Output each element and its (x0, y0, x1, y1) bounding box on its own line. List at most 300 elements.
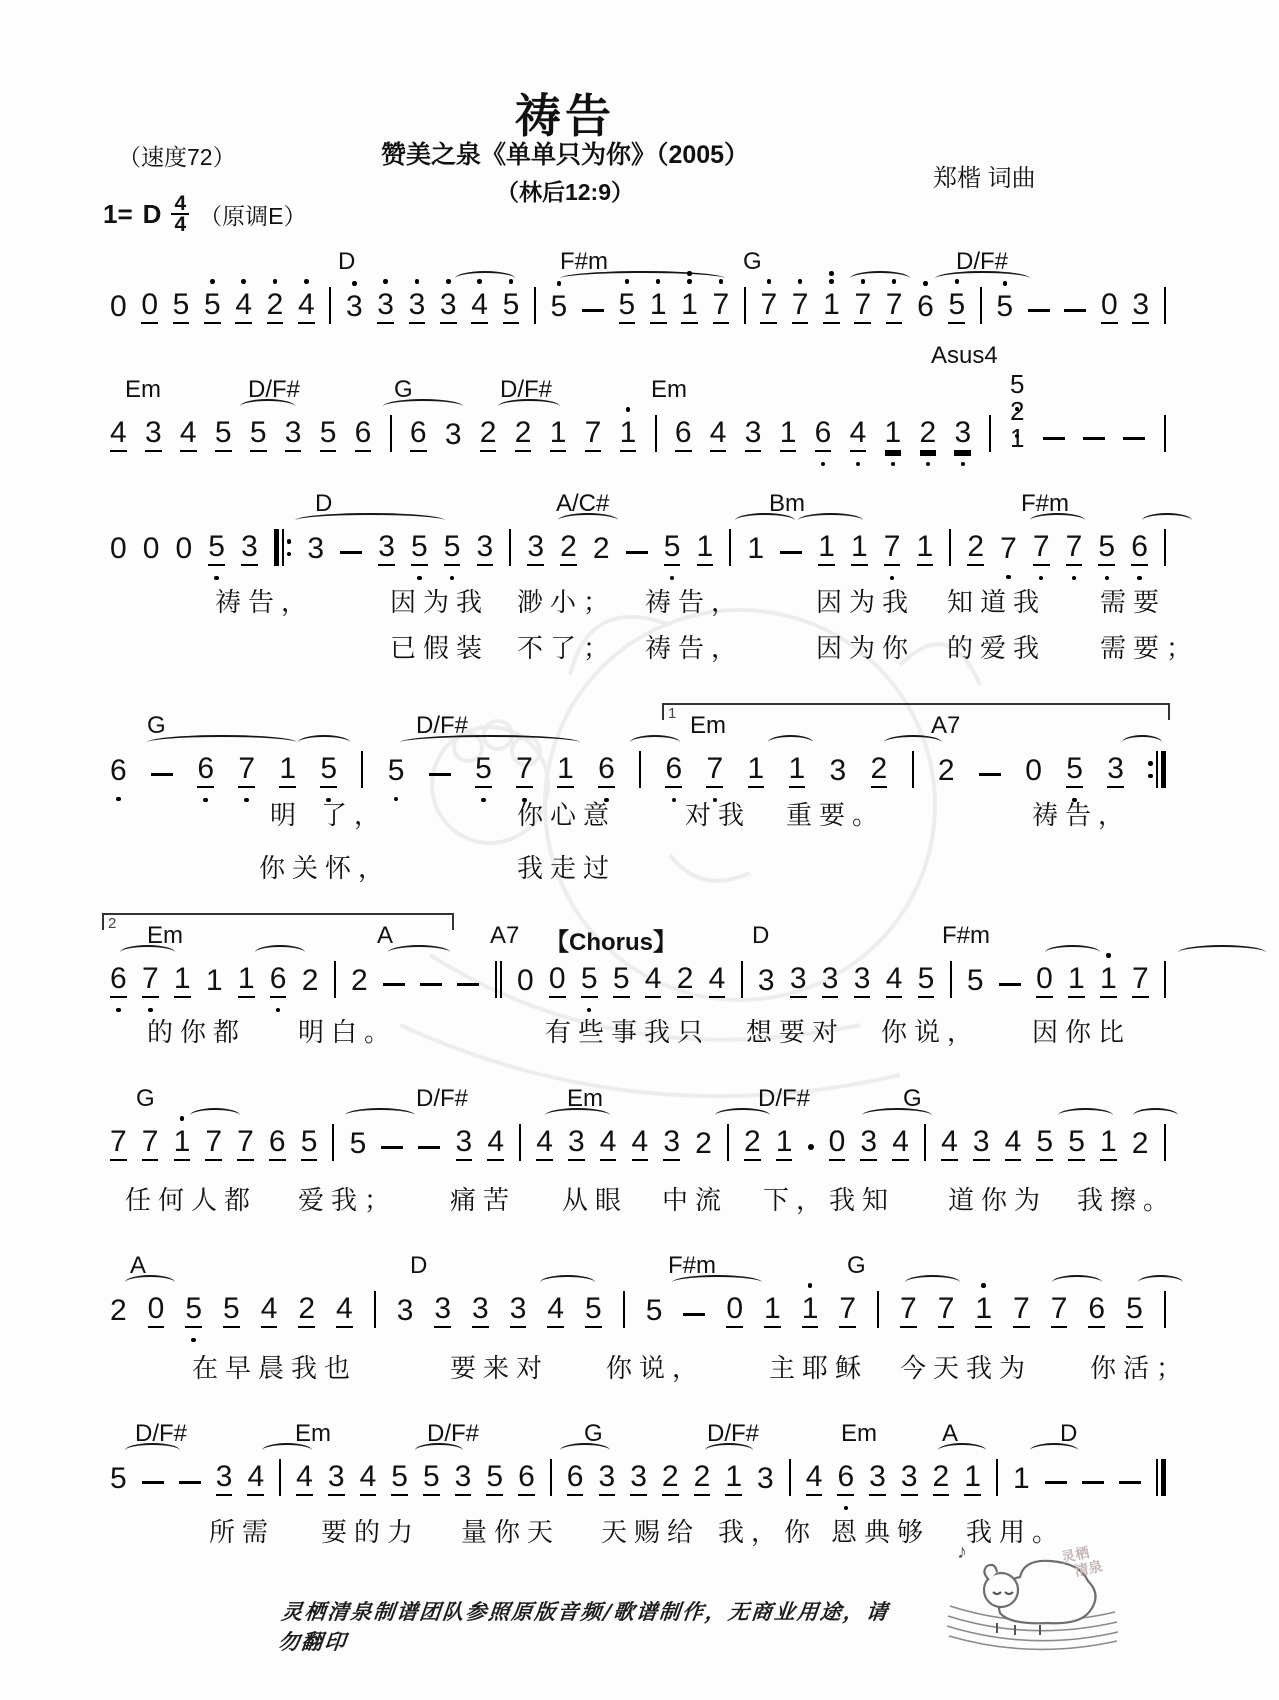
octave-dot-above (798, 279, 803, 284)
note-token: 2 (744, 1125, 761, 1161)
barline (279, 1459, 281, 1496)
barline (361, 751, 363, 788)
barline-stroke (1161, 1459, 1166, 1496)
chord-label: D (410, 1252, 428, 1279)
note-token: 2 (110, 1294, 127, 1327)
note-token: 4 (487, 1125, 504, 1161)
volta-number: 2 (108, 915, 117, 932)
chord-label: D (338, 248, 356, 275)
note-token: 1 (1100, 1125, 1117, 1161)
chord-label: Asus4 (931, 342, 998, 369)
lyric-segment: 天赐给 (601, 1517, 701, 1547)
barline-stroke (332, 1124, 334, 1161)
barline-stroke (996, 1459, 998, 1496)
note-token: 5 (320, 752, 337, 788)
note-token: 6 (270, 962, 287, 998)
octave-dot-above (829, 279, 834, 284)
note-token: 7 (1013, 1292, 1030, 1328)
lyric-segment: 渺小； (517, 587, 617, 617)
note-token: 1 (1009, 423, 1025, 453)
note-token: 1 (776, 1125, 793, 1161)
barline-stroke (729, 529, 731, 566)
time-signature (171, 194, 189, 234)
note-token: 2 (695, 1127, 712, 1160)
note-token: 5 (301, 1125, 318, 1161)
chord-label: G (136, 1085, 155, 1112)
barline (912, 751, 914, 788)
octave-dot-above (687, 279, 692, 284)
barline (744, 287, 746, 324)
barline-stroke (623, 1291, 625, 1328)
chord-label: G (584, 1420, 603, 1447)
barline (1164, 287, 1166, 324)
lyric-segment: 祷告， (215, 587, 315, 617)
copyright-notice: 灵栖清泉制谱团队参照原版音频/歌谱制作，无商业用途，请勿翻印 (277, 1599, 891, 1654)
barline (334, 961, 336, 998)
note-token: 4 (892, 1125, 909, 1161)
barline-stroke (741, 961, 743, 998)
barline-stroke (509, 529, 511, 566)
barline-stroke (1164, 287, 1166, 324)
note-token: 4 (600, 1125, 617, 1161)
note-token: 0 (141, 288, 158, 324)
note-token: 5 (645, 1294, 663, 1327)
duration-dash (582, 309, 604, 313)
octave-dot-above (829, 271, 834, 276)
barline-stroke (789, 1459, 791, 1496)
barline (509, 529, 511, 566)
octave-dot-above (1003, 281, 1008, 286)
duration-dash (1123, 437, 1145, 441)
chord-label: F#m (668, 1252, 716, 1279)
note-token: 3 (1107, 752, 1124, 788)
note-token: 7 (900, 1292, 917, 1328)
note-token: 1 (748, 752, 765, 788)
note-token: 2 (515, 416, 532, 452)
note-token: 3 (472, 1292, 489, 1328)
octave-dot-below (1105, 576, 1110, 581)
octave-dot-below (1072, 576, 1077, 581)
note-token: 3 (396, 1294, 414, 1327)
note-token: 1 (620, 416, 637, 452)
note-token: 3 (745, 416, 762, 452)
lyric-segment: 明白。 (298, 1017, 398, 1047)
note-token: 1 (764, 1292, 781, 1328)
chord-label: Em (651, 376, 687, 403)
augmentation-dot (808, 1144, 814, 1150)
note-token: 3 (455, 1460, 472, 1496)
barline (741, 961, 743, 998)
note-token: 7 (142, 1125, 159, 1161)
lyric-segment: 因为你 (816, 633, 916, 663)
chord-label: G (147, 712, 166, 739)
note-token: 3 (346, 290, 363, 324)
barline-stroke (390, 415, 392, 452)
lyric-segment: 明 (270, 800, 304, 830)
lyric-segment: 我走过 (517, 853, 617, 883)
octave-dot-above (446, 279, 451, 284)
note-token: 6 (567, 1460, 584, 1496)
chord-label: D/F# (956, 248, 1009, 275)
chord-label: A7 (931, 712, 961, 739)
chord-label: D/F# (707, 1420, 760, 1447)
note-token: 3 (757, 1462, 774, 1495)
lyric-segment: 你活； (1090, 1353, 1190, 1383)
note-token: 2 (350, 964, 368, 997)
barline (924, 1124, 926, 1161)
octave-dot-above (861, 279, 866, 284)
note-token: 7 (1000, 532, 1017, 566)
note-token: 2 (933, 1460, 950, 1496)
note-token: 3 (440, 288, 457, 324)
chord-label: Em (147, 922, 183, 949)
note-token: 4 (632, 1125, 649, 1161)
volta-bracket (662, 703, 1170, 720)
note-token: 5 (619, 288, 636, 324)
octave-dot-below (1137, 576, 1142, 581)
barline (329, 287, 331, 324)
barline (950, 961, 952, 998)
note-token: 7 (713, 288, 730, 324)
note-token: 3 (434, 1292, 451, 1328)
barline-stroke (1161, 751, 1166, 788)
barline-stroke (550, 1459, 552, 1496)
note-token: 0 (110, 290, 127, 323)
note-token: 1 (697, 530, 714, 566)
note-token: 6 (197, 752, 214, 788)
lyric-segment: 祷告， (1032, 800, 1132, 830)
barline-stroke (374, 1291, 376, 1328)
note-token: 5 (551, 290, 568, 324)
time-numerator: 4 (171, 194, 189, 215)
note-token: 7 (237, 1125, 254, 1161)
octave-dot-below (856, 462, 861, 467)
note-token: 1 (205, 964, 223, 997)
duration-dash (142, 1481, 164, 1485)
duration-dash (1064, 309, 1086, 313)
barline-stroke (1164, 415, 1166, 452)
composer-credit: 郑楷 词曲 (933, 165, 1036, 192)
note-token: 6 (917, 290, 934, 324)
key-signature-line (103, 194, 306, 234)
chord-label: A7 (490, 922, 520, 949)
note-token: 1 (885, 416, 902, 452)
note-token: 1 (174, 962, 191, 998)
barline-stroke (1164, 1124, 1166, 1161)
barline (1164, 1124, 1166, 1161)
note-token: 0 (142, 532, 160, 565)
duration-dash (429, 773, 451, 777)
chord-label: Em (841, 1420, 877, 1447)
lyric-segment: 恩典够 (831, 1517, 931, 1547)
barline-stroke (1156, 1459, 1158, 1496)
note-token: 5 (475, 752, 492, 788)
chord-label: D/F# (758, 1085, 811, 1112)
note-token: 6 (269, 1125, 286, 1161)
octave-dot-below (1039, 576, 1044, 581)
barline-stroke (950, 961, 952, 998)
note-token: 2 (662, 1460, 679, 1496)
note-token: 7 (1051, 1292, 1068, 1328)
octave-dot-above (923, 281, 928, 286)
barline (519, 1124, 521, 1161)
note-token: 1 (557, 752, 574, 788)
octave-dot-below (672, 798, 677, 803)
page-title: 祷告 (515, 90, 615, 142)
slur-arc (1178, 945, 1266, 960)
note-token: 3 (1132, 288, 1149, 324)
scripture-reference: （林后12:9） (495, 179, 635, 205)
original-key-label: （原调E） (199, 202, 307, 229)
octave-dot-above (557, 281, 562, 286)
octave-dot-above (415, 279, 420, 284)
note-token: 7 (792, 288, 809, 324)
note-token: 5 (1098, 530, 1115, 566)
chord-note-stack (1010, 371, 1025, 452)
barline-stroke (334, 961, 336, 998)
note-token: 2 (1010, 398, 1025, 425)
note-token: 4 (336, 1292, 353, 1328)
barline (374, 1291, 376, 1328)
repeat-dot (287, 552, 292, 557)
barline (1164, 961, 1166, 998)
note-token: 6 (837, 1460, 854, 1496)
octave-dot-below (214, 576, 219, 581)
note-token: 3 (377, 288, 394, 324)
octave-dot-above (509, 279, 514, 284)
barline (332, 1124, 334, 1161)
lyric-segment: 祷告， (645, 587, 745, 617)
duration-dash (381, 1146, 403, 1150)
duration-dash (999, 983, 1021, 987)
barline-stroke (744, 287, 746, 324)
chord-label: F#m (1021, 490, 1069, 517)
note-token: 2 (267, 288, 284, 324)
note-token: 5 (444, 530, 461, 566)
note-token: 3 (860, 1125, 877, 1161)
chord-label: F#m (942, 922, 990, 949)
octave-dot-above (210, 279, 215, 284)
album-source-label: 赞美之泉《单单只为你》（2005） (380, 141, 750, 169)
note-token: 6 (1131, 530, 1148, 566)
note-token: 1 (975, 1292, 992, 1328)
duration-dash (457, 983, 479, 987)
note-token: 4 (710, 416, 727, 452)
lyric-segment: 因为我 (390, 587, 490, 617)
lyric-segment: 不了； (517, 633, 617, 663)
lyric-segment: 从眼 (562, 1185, 629, 1215)
note-token: 3 (954, 416, 971, 452)
note-token: 7 (938, 1292, 955, 1328)
note-token: 5 (1066, 752, 1083, 788)
note-token: 6 (815, 416, 832, 452)
chord-label: G (903, 1085, 922, 1112)
octave-dot-above (625, 279, 630, 284)
chord-label: Em (295, 1420, 331, 1447)
octave-dot-below (821, 462, 826, 467)
octave-dot-above (304, 279, 309, 284)
barline (390, 415, 392, 452)
note-token: 7 (238, 752, 255, 788)
octave-dot-above (352, 281, 357, 286)
note-token: 5 (996, 290, 1013, 324)
lyric-segment: 了， (321, 800, 388, 830)
barline-stroke (980, 287, 982, 324)
chord-label: D/F# (416, 712, 469, 739)
chord-label: D/F# (500, 376, 553, 403)
note-token: 7 (1132, 962, 1149, 998)
lyric-segment: 你心意 (517, 800, 617, 830)
lyric-segment: 量你天 (461, 1517, 561, 1547)
lyric-segment: 我用。 (966, 1517, 1066, 1547)
octave-dot-below (191, 1338, 196, 1343)
barline-stroke (949, 529, 951, 566)
chord-label: A (942, 1420, 959, 1447)
note-token: 1 (818, 530, 835, 566)
note-token: 4 (296, 1460, 313, 1496)
octave-dot-above (719, 279, 724, 284)
note-token: 4 (180, 416, 197, 452)
logo-text-line1: 灵栖 (1059, 1544, 1091, 1566)
lyric-segment: 痛苦 (450, 1185, 517, 1215)
note-token: 1 (747, 532, 765, 565)
note-token: 6 (518, 1460, 535, 1496)
notes-row (110, 1117, 1166, 1161)
barline-stroke (274, 529, 279, 566)
note-token: 6 (355, 416, 372, 452)
barline (534, 287, 536, 324)
chord-label: G (394, 376, 413, 403)
note-token: 5 (215, 416, 232, 452)
note-token: 3 (216, 1460, 233, 1496)
note-token: 1 (725, 1460, 742, 1496)
note-token: 5 (110, 1462, 127, 1495)
octave-dot-above (1106, 953, 1111, 958)
lyric-segment: 因你比 (1032, 1017, 1132, 1047)
note-token: 1 (650, 288, 667, 324)
octave-dot-above (981, 1283, 986, 1288)
note-token: 3 (630, 1460, 647, 1496)
octave-dot-below (244, 798, 249, 803)
note-token: 0 (1025, 754, 1042, 787)
note-token: 2 (301, 964, 319, 997)
lyric-segment: 祷告， (645, 633, 745, 663)
note-token: 2 (560, 530, 577, 566)
note-token: 7 (706, 752, 723, 788)
note-token: 5 (918, 962, 935, 998)
chord-label: A (377, 922, 394, 949)
lyric-segment: 今天我为 (900, 1353, 1033, 1383)
note-token: 7 (205, 1125, 222, 1161)
barline (949, 529, 951, 566)
chord-label: G (847, 1252, 866, 1279)
note-token: 4 (709, 962, 726, 998)
note-token: 2 (937, 754, 955, 787)
barline-stroke (655, 415, 657, 452)
note-token: 4 (471, 288, 488, 324)
repeat-dot (1148, 761, 1153, 766)
note-token: 2 (677, 962, 694, 998)
note-token: 7 (886, 288, 903, 324)
note-token: 3 (973, 1125, 990, 1161)
note-token: 3 (145, 416, 162, 452)
note-token: 1 (964, 1460, 981, 1496)
octave-dot-above (241, 279, 246, 284)
note-token: 3 (869, 1460, 886, 1496)
note-token: 3 (527, 530, 544, 566)
note-token: 3 (328, 1460, 345, 1496)
note-token: 4 (1005, 1125, 1022, 1161)
barline-stroke (282, 529, 284, 566)
tempo-label: （速度72） (118, 144, 236, 170)
notes-row (110, 744, 1166, 788)
note-token: 3 (663, 1125, 680, 1161)
lyric-segment: 任何人都 (125, 1185, 258, 1215)
barline-stroke (912, 751, 914, 788)
octave-dot-above (955, 279, 960, 284)
note-token: 1 (174, 1125, 191, 1161)
note-token: 5 (391, 1460, 408, 1496)
repeat-dots (1148, 761, 1153, 778)
note-token: 3 (901, 1460, 918, 1496)
note-token: 3 (409, 288, 426, 324)
lyric-segment: 对我 (685, 800, 752, 830)
note-token: 4 (645, 962, 662, 998)
duration-dash (420, 983, 442, 987)
barline (1164, 415, 1166, 452)
note-token: 1 (1068, 962, 1085, 998)
lyric-segment: 下，我知 (763, 1185, 896, 1215)
octave-dot-above (477, 279, 482, 284)
lyric-segment: 我，你 (718, 1517, 818, 1547)
lyric-segment: 有些事我只 (545, 1017, 711, 1047)
note-token: 5 (204, 288, 221, 324)
octave-dot-below (1006, 575, 1011, 580)
repeat-end-barline (1148, 751, 1166, 788)
barline-stroke (495, 961, 497, 998)
note-token: 1 (802, 1292, 819, 1328)
barline-stroke (727, 1124, 729, 1161)
note-token: 4 (110, 416, 127, 452)
note-token: 2 (694, 1460, 711, 1496)
note-token: 3 (599, 1460, 616, 1496)
octave-dot-below (116, 1008, 121, 1013)
note-token: 7 (839, 1292, 856, 1328)
barline-stroke (1164, 529, 1166, 566)
note-token: 1 (789, 752, 806, 788)
note-token: 3 (822, 962, 839, 998)
octave-dot-above (808, 1283, 813, 1288)
note-token: 5 (250, 416, 267, 452)
note-token: 3 (568, 1125, 585, 1161)
barline (655, 415, 657, 452)
lyric-segment: 重要。 (786, 800, 886, 830)
lyric-segment: 在早晨我也 (192, 1353, 358, 1383)
notes-row (110, 280, 1166, 324)
volta-number: 1 (668, 705, 677, 722)
lyric-segment: 已假装 (390, 633, 490, 663)
volta-bracket (102, 913, 454, 930)
note-token: 3 (757, 964, 775, 997)
chord-label: D (752, 922, 770, 949)
chord-label: D/F# (135, 1420, 188, 1447)
barline-stroke (1156, 751, 1158, 788)
duration-dash (179, 1481, 201, 1485)
octave-dot-below (891, 462, 896, 467)
octave-dot-below (116, 797, 121, 802)
note-token: 0 (1036, 962, 1053, 998)
note-token: 5 (948, 288, 965, 324)
